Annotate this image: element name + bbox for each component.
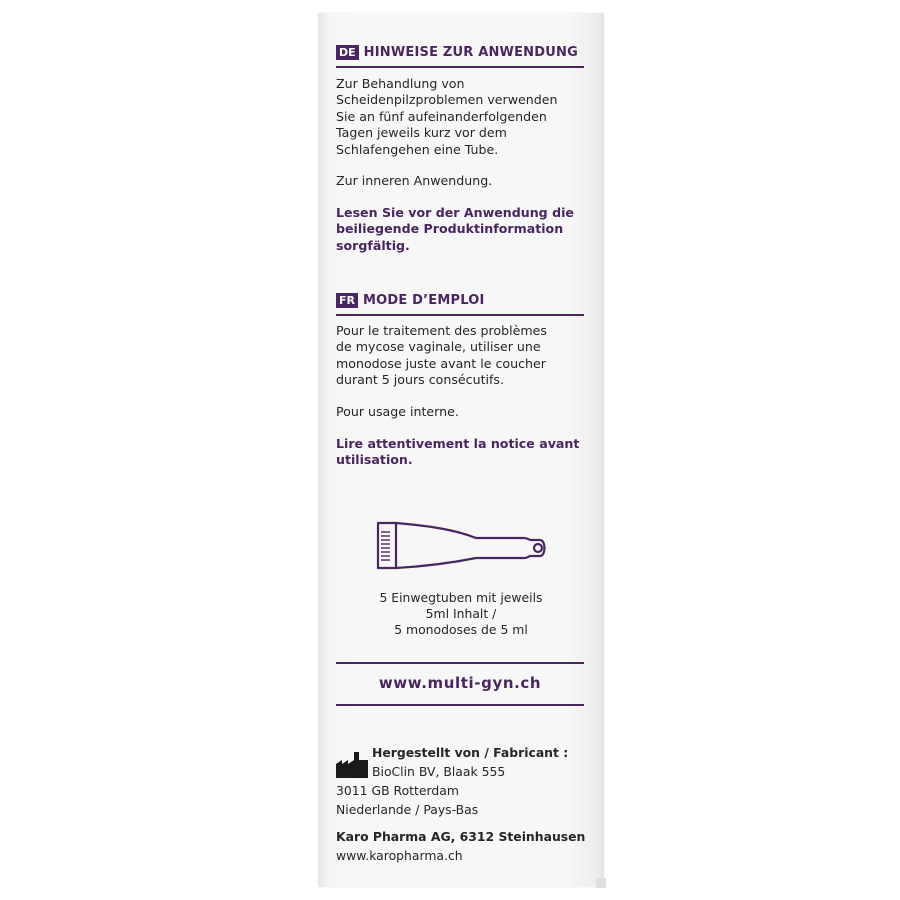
website-bottom-rule bbox=[336, 704, 584, 706]
manufacturer-country: Niederlande / Pays-Bas bbox=[336, 802, 479, 817]
website-link[interactable]: www.multi-gyn.ch bbox=[378, 674, 542, 692]
distributor-name: Karo Pharma AG, 6312 Steinhausen bbox=[336, 829, 586, 844]
distributor-website-link[interactable]: www.karopharma.ch bbox=[336, 848, 463, 863]
manufacturer-heading: Hergestellt von / Fabricant : bbox=[372, 745, 569, 760]
fr-section-title: MODE D’EMPLOI bbox=[362, 293, 485, 308]
manufacturer-city: 3011 GB Rotterdam bbox=[336, 783, 459, 798]
fr-route-text: Pour usage interne. bbox=[336, 404, 459, 419]
fr-section-header bbox=[336, 292, 584, 316]
de-section-header bbox=[336, 44, 584, 68]
de-usage-text: Zur Behandlung von Scheidenpilzproblemen verwenden Sie an fünf aufeinanderfolgenden Tagen jeweils kurz vor dem Schlafengehen eine Tube. bbox=[336, 76, 558, 157]
de-route-text: Zur inneren Anwendung. bbox=[336, 173, 493, 188]
manufacturer-name: BioClin BV, Blaak 555 bbox=[372, 764, 506, 779]
single-dose-tube-icon bbox=[376, 520, 556, 570]
de-language-badge: DE bbox=[336, 45, 359, 60]
de-warning-text: Lesen Sie vor der Anwendung die beiliegende Produktinformation sorgfältig. bbox=[336, 205, 574, 253]
fr-warning-text: Lire attentivement la notice avant utilisation. bbox=[336, 436, 580, 468]
box-edge bbox=[596, 878, 606, 888]
de-section-title: HINWEISE ZUR ANWENDUNG bbox=[363, 45, 578, 60]
manufacturer-factory-icon bbox=[336, 752, 368, 778]
fr-language-badge: FR bbox=[336, 293, 358, 308]
fr-usage-text: Pour le traitement des problèmes de mycose vaginale, utiliser une monodose juste avant le coucher durant 5 jours consécutifs. bbox=[336, 323, 547, 388]
website-top-rule bbox=[336, 662, 584, 664]
pack-contents-text: 5 Einwegtuben mit jeweils 5ml Inhalt / 5 monodoses de 5 ml bbox=[379, 590, 543, 637]
